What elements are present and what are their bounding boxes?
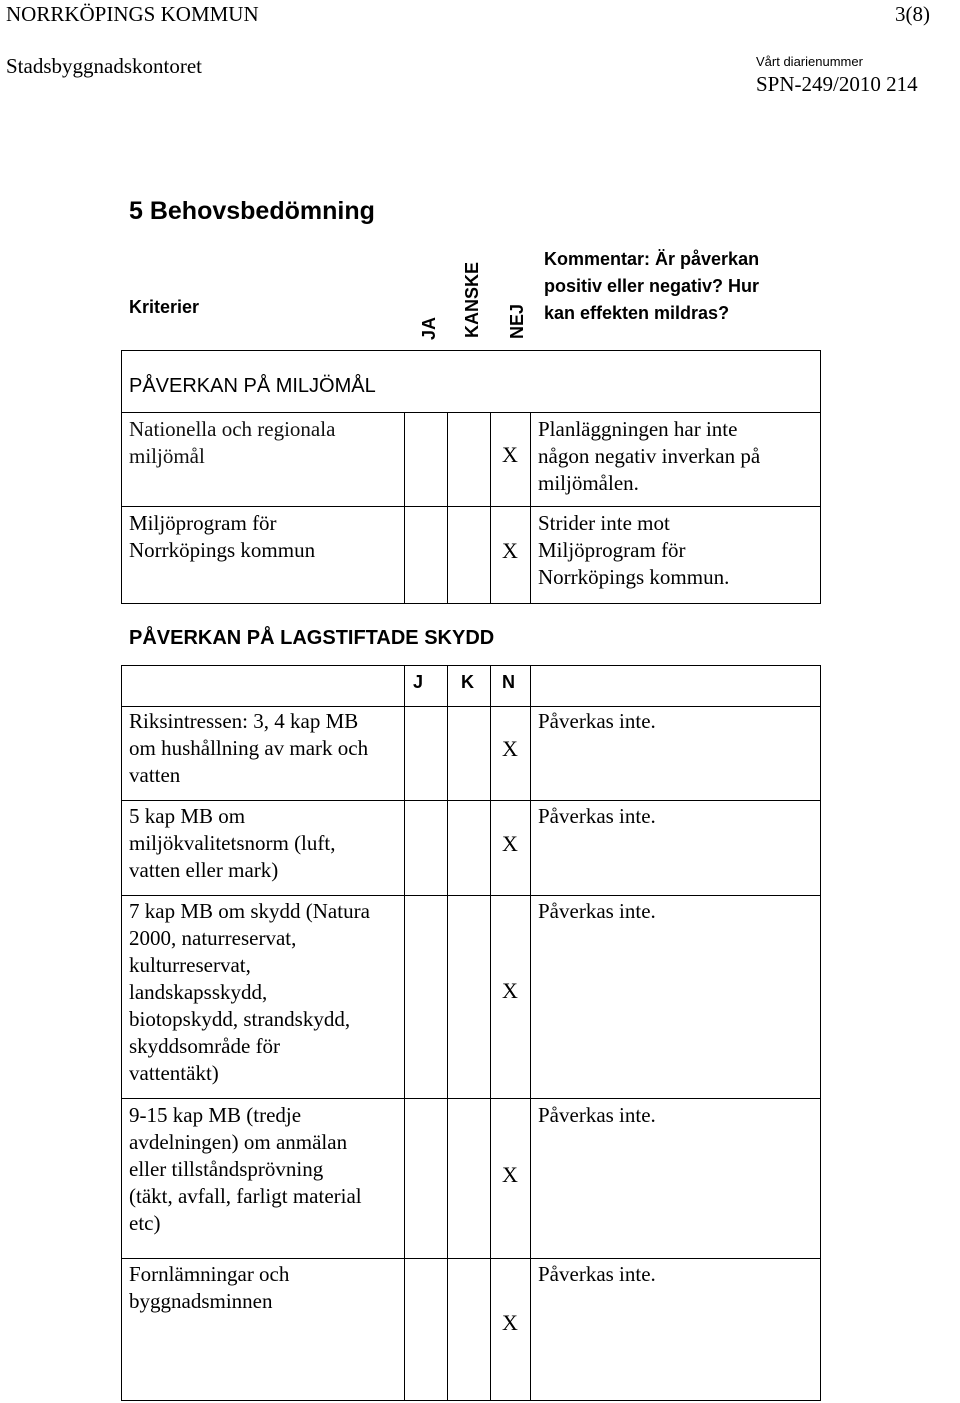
column-k: K	[461, 672, 474, 692]
nej-mark: X	[502, 831, 518, 856]
column-nej: NEJ	[507, 303, 527, 339]
criterion-line: biotopskydd, strandskydd,	[129, 1007, 351, 1031]
criterion-line: vatten eller mark)	[129, 858, 279, 882]
criterion-line: Fornlämningar och	[129, 1262, 290, 1286]
comment-line: Norrköpings kommun.	[538, 565, 730, 589]
comment-cell	[538, 416, 760, 497]
column-kanske: KANSKE	[462, 261, 482, 338]
reference-number: SPN-249/2010 214	[756, 72, 918, 96]
criterion-line: avdelningen) om anmälan	[129, 1130, 348, 1154]
comment-cell: Påverkas inte.	[538, 1103, 656, 1127]
criterion-line: Riksintressen: 3, 4 kap MB	[129, 709, 359, 733]
criterion-line: miljökvalitetsnorm (luft,	[129, 831, 336, 855]
comment-cell: Påverkas inte.	[538, 899, 656, 923]
comment-line: miljömålen.	[538, 471, 639, 495]
comment-line: Planläggningen har inte	[538, 417, 738, 441]
comment-line: positiv eller negativ? Hur	[544, 276, 760, 296]
criterion-line: byggnadsminnen	[129, 1289, 273, 1313]
column-n: N	[502, 672, 515, 692]
column-j: J	[413, 672, 424, 692]
criterion-line: miljömål	[129, 444, 205, 468]
comment-line: Strider inte mot	[538, 511, 670, 535]
criterion-line: skyddsområde för	[129, 1034, 281, 1058]
criterion-cell	[129, 510, 315, 564]
criterion-cell	[129, 898, 370, 1087]
skydd-heading: PÅVERKAN PÅ LAGSTIFTADE SKYDD	[129, 627, 495, 649]
criterion-cell	[129, 1102, 362, 1237]
criterion-line: landskapsskydd,	[129, 980, 268, 1004]
criterion-line: vatten	[129, 763, 181, 787]
criterion-line: Norrköpings kommun	[129, 538, 316, 562]
nej-mark: X	[502, 538, 518, 563]
reference-label: Vårt diarienummer	[756, 54, 863, 69]
criterion-line: vattentäkt)	[129, 1061, 219, 1085]
criterion-line: 2000, naturreservat,	[129, 926, 297, 950]
comment-line: kan effekten mildras?	[544, 303, 730, 323]
nej-mark: X	[502, 1310, 518, 1335]
criterion-cell	[129, 803, 335, 884]
criterion-cell	[129, 708, 368, 789]
comment-line: Miljöprogram för	[538, 538, 686, 562]
comment-line: någon negativ inverkan på	[538, 444, 761, 468]
criterion-line: om hushållning av mark och	[129, 736, 369, 760]
nej-mark: X	[502, 1162, 518, 1187]
comment-cell	[538, 510, 729, 591]
comment-cell: Påverkas inte.	[538, 1262, 656, 1286]
criterion-line: etc)	[129, 1211, 161, 1235]
criterion-cell	[129, 1261, 289, 1315]
comment-line: Kommentar: Är påverkan	[544, 249, 760, 269]
criterion-line: (täkt, avfall, farligt material	[129, 1184, 362, 1208]
criterion-cell	[129, 416, 335, 470]
comment-cell: Påverkas inte.	[538, 709, 656, 733]
criterion-line: 7 kap MB om skydd (Natura	[129, 899, 370, 923]
column-comment	[544, 246, 759, 327]
criterion-line: 5 kap MB om	[129, 804, 246, 828]
nej-mark: X	[502, 442, 518, 467]
office-name: Stadsbyggnadskontoret	[6, 54, 202, 78]
criterion-line: eller tillståndsprövning	[129, 1157, 324, 1181]
org-name: NORRKÖPINGS KOMMUN	[6, 2, 259, 26]
nej-mark: X	[502, 978, 518, 1003]
criterion-line: kulturreservat,	[129, 953, 251, 977]
comment-cell: Påverkas inte.	[538, 804, 656, 828]
page-number: 3(8)	[895, 2, 930, 26]
nej-mark: X	[502, 736, 518, 761]
criterion-line: Miljöprogram för	[129, 511, 277, 535]
criterion-line: Nationella och regionala	[129, 417, 336, 441]
column-ja: JA	[419, 316, 439, 340]
section-title: 5 Behovsbedömning	[129, 197, 375, 225]
column-criteria: Kriterier	[129, 297, 200, 317]
miljomal-heading: PÅVERKAN PÅ MILJÖMÅL	[129, 375, 376, 397]
criterion-line: 9-15 kap MB (tredje	[129, 1103, 302, 1127]
